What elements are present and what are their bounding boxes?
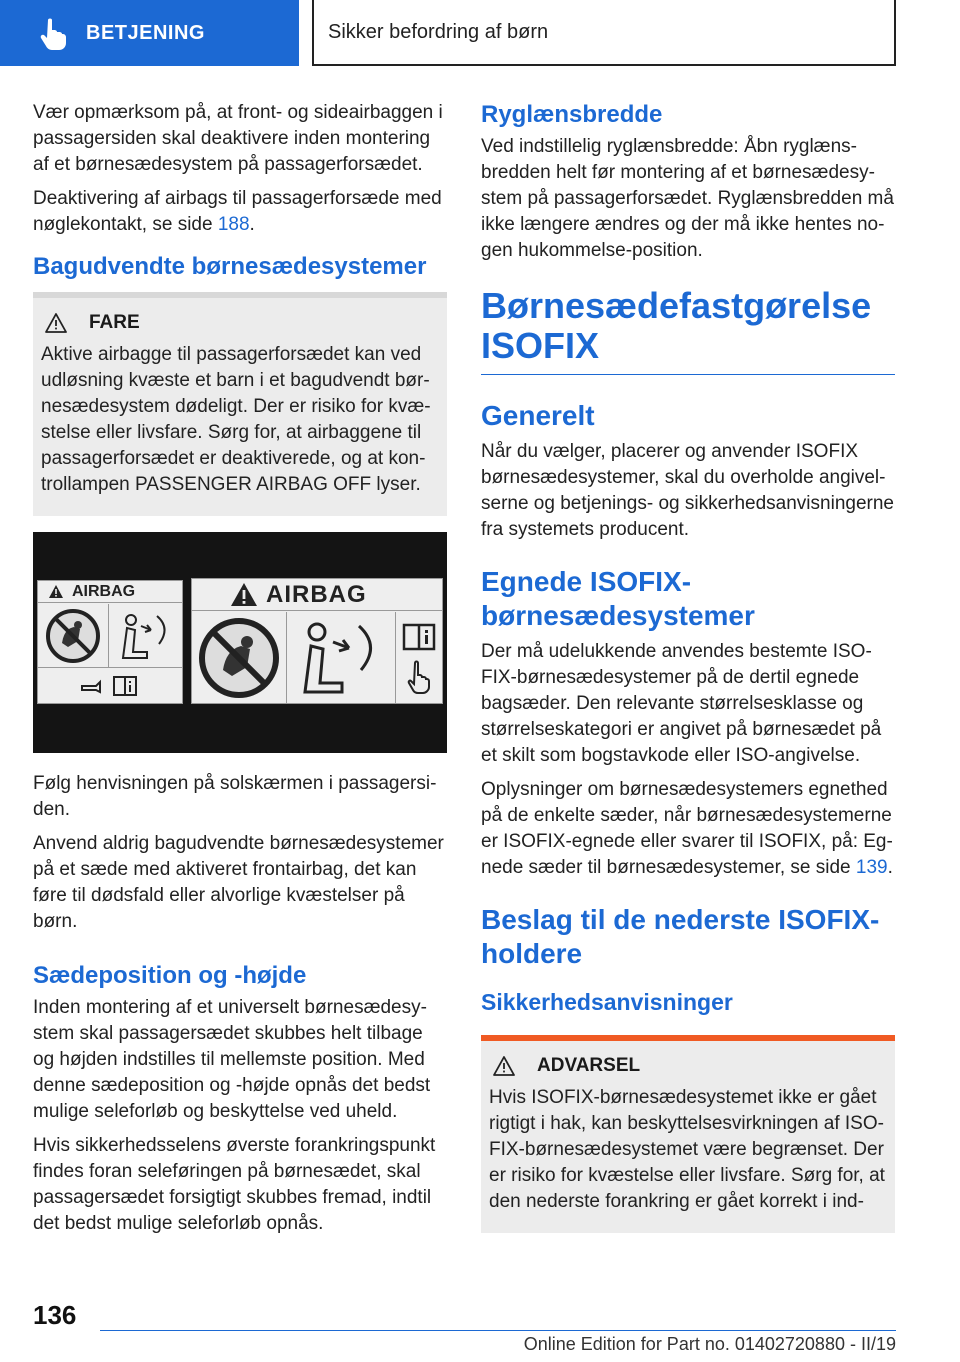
warning-triangle-icon (493, 1056, 515, 1076)
footer-divider (100, 1330, 896, 1331)
airbag-deploy-icon (293, 618, 389, 698)
no-rear-facing-seat-icon (197, 616, 281, 700)
warning-box (481, 1035, 895, 1233)
warning-triangle-icon (230, 582, 258, 607)
section-heading: Ryglænsbredde (481, 101, 663, 128)
section-heading: Beslag til de nederste ISOFIX-holdere (481, 904, 880, 969)
section-heading: Generelt (481, 400, 595, 431)
paragraph: Inden montering af et universelt børnesædesystem skal passagersædet skubbes helt tilbage og højden indstilles til mellemste position. Med denne sædeposition og -højde opnås det bedst mulige seleforløb og beskyttelse ved uheld. (33, 997, 431, 1122)
danger-text: Aktive airbagge til passagerforsædet kan ved udløsning kvæste et barn i et bagudvendt børnesædesystem dødeligt. Der er risiko for kvæstelse eller livsfare. Sørg for, at airbaggene til passagerforsædet er deaktiverede, og at kontrollampen PASSENGER AIRBAG OFF lyser. (41, 344, 431, 495)
paragraph: Når du vælger, placerer og anvender ISOFIX børnesædesystemer, skal du overholde angivelserne og betjenings- og sikkerhedsanvisningerne fra systemets producent. (481, 441, 894, 540)
section-tab[interactable] (0, 0, 299, 66)
paragraph: Der må udelukkende anvendes bestemte ISOFIX-børnesædesystemer på de dertil egnede bagsæder. Den relevante størrelsesklasse og størrelseskategori er angivet på børnesædet på et skilt som bogstavkode eller ISO-angivelse. (481, 641, 882, 766)
paragraph: Deaktivering af airbags til passagerforsæde med nøglekontakt, se side 188. (33, 188, 442, 235)
danger-box (33, 292, 447, 516)
section-heading: Bagudvendte børnesædesystemer (33, 253, 427, 280)
page-link[interactable]: 139 (855, 857, 888, 878)
airbag-label-large: AIRBAG (191, 578, 443, 704)
airbag-deploy-icon (115, 610, 177, 662)
paragraph: Ved indstillelig ryglænsbredde: Åbn ryglænsbredden helt før montering af et børnesædesystem på passagerforsædet. Ryglænsbredden må ikke længere ændres og der må ikke hentes nogen hukommelse-position. (481, 136, 894, 261)
section-heading: Sædeposition og -højde (33, 962, 307, 989)
manual-book-icon (402, 622, 436, 652)
paragraph: Anvend aldrig bagudvendte børnesædesystemer på et sæde med aktiveret frontairbag, det kan føre til dødsfald eller alvorlige kvæstelser på børn. (33, 833, 444, 932)
left-column (33, 100, 447, 1245)
page-number: 136 (33, 1300, 77, 1330)
page-link[interactable]: 188 (217, 214, 250, 235)
paragraph: Oplysninger om børnesædesystemers egnethed på de enkelte sæder, når børnesædesystemerne er ISOFIX-egnede eller svarer til ISOFIX, på: Egnede sæder til børnesædesystemer, se side 139. (481, 779, 893, 878)
page-title: Sikker befordring af børn (312, 0, 896, 66)
edition-note: Online Edition for Part no. 01402720880 - II/19 (523, 1334, 896, 1354)
danger-title: FARE (89, 312, 140, 333)
chapter-heading: Børnesædefastgørelse ISOFIX (481, 286, 895, 375)
subsection-heading: Sikkerhedsanvisninger (481, 989, 733, 1015)
paragraph: Følg henvisningen på solskærmen i passagersiden. (33, 773, 437, 820)
pointing-hand-icon (34, 16, 68, 50)
airbag-warning-label-photo (33, 532, 447, 753)
manual-reference-icon (80, 674, 140, 698)
no-rear-facing-seat-icon (44, 607, 102, 665)
airbag-label-small: AIRBAG (37, 580, 183, 704)
warning-triangle-icon (48, 584, 64, 599)
paragraph: Vær opmærksom på, at front- og sideairbaggen i passagersiden skal deaktivere inden montering af et børnesædesystem på passagerforsædet. (33, 102, 443, 175)
section-label: BETJENING (86, 21, 205, 44)
warning-text: Hvis ISOFIX-børnesædesystemet ikke er gået rigtigt i hak, kan beskyttelsesvirkningen af ISOFIX-børnesædesystemet være begrænset. Der er risiko for kvæstelse eller livsfare. Sørg for, at den nederste forankring er gået korrekt i ind- (489, 1087, 885, 1212)
pointing-hand-icon (406, 660, 432, 694)
warning-title: ADVARSEL (537, 1055, 641, 1076)
paragraph: Hvis sikkerhedsselens øverste forankringspunkt findes foran seleføringen på børnesædet, skal passagersædet forsigtigt skubbes fremad, indtil det bedst mulige seleforløb opnås. (33, 1135, 436, 1234)
warning-triangle-icon (45, 313, 67, 333)
right-column (481, 100, 895, 1247)
section-heading: Egnede ISOFIX-børnesædesystemer (481, 566, 755, 631)
